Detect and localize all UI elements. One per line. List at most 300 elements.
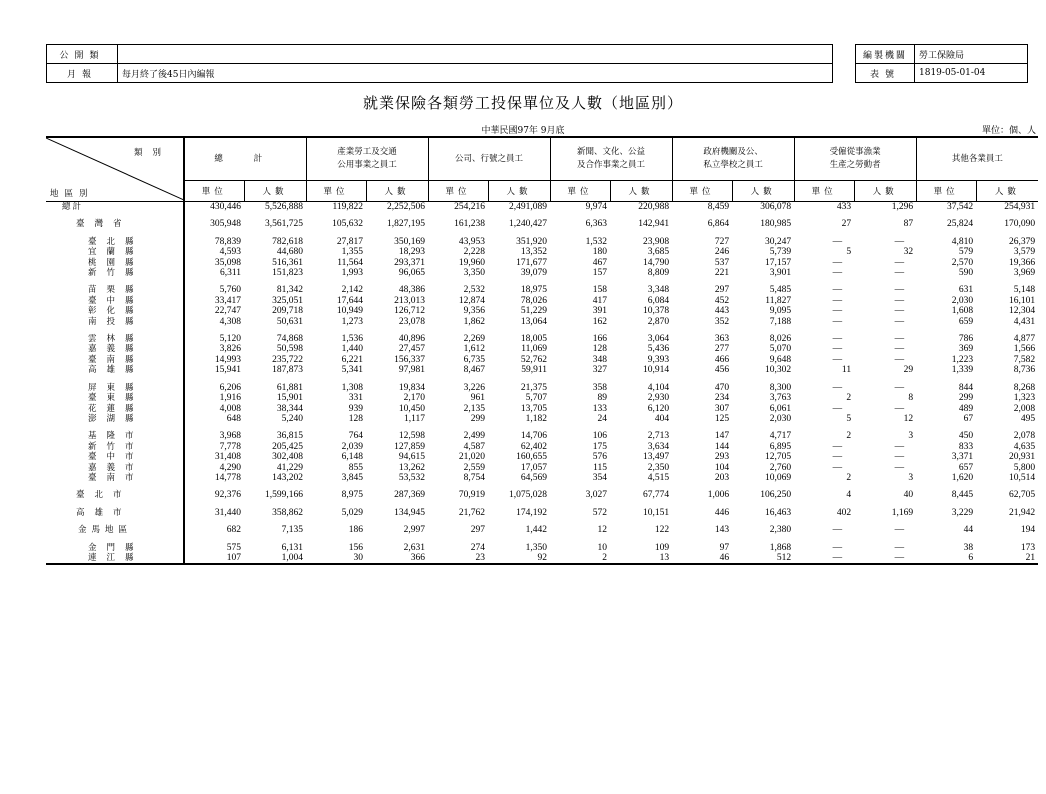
table-cell: — — [832, 403, 843, 414]
row-label: 嘉義市 — [46, 463, 184, 473]
table-cell: 3,845 — [341, 472, 364, 483]
table-cell: — — [894, 295, 905, 306]
table-cell: 6,895 — [769, 441, 792, 452]
table-cell: — — [894, 257, 905, 268]
table-cell: 9,356 — [463, 306, 486, 317]
table-cell: 74,868 — [276, 334, 304, 345]
table-cell: 939 — [348, 403, 364, 414]
table-cell: 659 — [958, 316, 974, 327]
table-cell: 404 — [654, 413, 670, 424]
table-cell: 156 — [348, 542, 364, 553]
table-cell: — — [832, 316, 843, 327]
sub-header-units: 單位 — [428, 181, 488, 202]
table-cell: 1,566 — [1013, 344, 1036, 355]
table-cell: 1,536 — [341, 334, 364, 345]
group-header-2: 公司、行號之員工 — [428, 137, 550, 181]
table-cell: 1,323 — [1013, 393, 1036, 404]
table-cell: 2 — [846, 393, 852, 404]
table-cell: 443 — [714, 306, 730, 317]
table-cell: 81,342 — [276, 285, 304, 296]
table-cell: 352 — [714, 316, 730, 327]
table-cell: 302,408 — [272, 452, 304, 463]
table-cell: 3,226 — [463, 382, 486, 393]
table-cell: 24 — [597, 413, 608, 424]
table-cell: 2,713 — [647, 431, 670, 442]
table-cell: 1,182 — [525, 413, 548, 424]
table-cell: 2,269 — [463, 334, 486, 345]
table-cell: 277 — [714, 344, 730, 355]
table-cell: — — [894, 306, 905, 317]
row-label: 宜蘭縣 — [46, 247, 184, 257]
table-cell: 92,376 — [214, 490, 241, 501]
sub-header-units: 單位 — [306, 181, 366, 202]
row-label: 臺中縣 — [46, 296, 184, 306]
table-cell: 6,221 — [341, 354, 364, 365]
row-label: 嘉義縣 — [46, 344, 184, 354]
table-cell: 8,975 — [341, 490, 364, 501]
sub-header-units: 單位 — [916, 181, 976, 202]
table-cell: 125 — [714, 413, 730, 424]
table-cell: 325,051 — [272, 295, 304, 306]
corner-label-area: 地區別 — [50, 189, 94, 199]
table-cell: 844 — [958, 382, 974, 393]
row-label: 澎湖縣 — [46, 414, 184, 424]
table-cell: — — [894, 542, 905, 553]
table-cell: 50,631 — [276, 316, 304, 327]
meta-value-schedule: 每月終了後45日內編報 — [118, 64, 833, 83]
table-cell: 12,304 — [1008, 306, 1036, 317]
table-cell: — — [832, 268, 843, 279]
table-cell: 2,228 — [463, 247, 486, 258]
table-cell: 31,440 — [214, 507, 241, 518]
table-cell: 106,250 — [760, 490, 792, 501]
row-label: 屏東縣 — [46, 376, 184, 393]
sub-header-people: 人數 — [854, 181, 916, 202]
table-cell: 2,491,089 — [509, 202, 548, 212]
table-cell: 575 — [226, 542, 241, 553]
table-cell: 16,101 — [1008, 295, 1036, 306]
table-cell: 162 — [592, 316, 608, 327]
table-cell: 151,823 — [272, 268, 304, 279]
table-row — [46, 404, 1038, 414]
table-cell: 5,760 — [219, 285, 241, 296]
table-cell: 512 — [732, 553, 794, 564]
table-cell: 2,030 — [769, 413, 792, 424]
table-row — [46, 414, 1038, 424]
table-cell: 450 — [958, 431, 974, 442]
table-row — [46, 483, 1038, 500]
table-cell: 17,157 — [764, 257, 792, 268]
table-cell: 5,526,888 — [265, 202, 304, 212]
table-cell: 13,352 — [520, 247, 548, 258]
table-cell: 10,302 — [764, 365, 792, 376]
table-cell: 4,593 — [219, 247, 241, 258]
table-cell: — — [832, 354, 843, 365]
table-row — [46, 365, 1038, 375]
table-cell: 194 — [1020, 525, 1036, 536]
table-cell: 3,229 — [951, 507, 974, 518]
table-cell: 1,862 — [463, 316, 486, 327]
table-cell: 2 — [846, 472, 852, 483]
table-cell: 40,896 — [398, 334, 426, 345]
table-cell: 5,707 — [525, 393, 548, 404]
table-cell: 631 — [958, 285, 974, 296]
table-cell: — — [894, 354, 905, 365]
table-cell: 1,442 — [525, 525, 548, 536]
table-cell: 6,363 — [585, 219, 608, 230]
table-cell: 78,839 — [214, 236, 241, 247]
table-cell: 128 — [348, 413, 364, 424]
table-cell: 6,084 — [647, 295, 670, 306]
table-cell: 170,090 — [1004, 219, 1036, 230]
row-label: 基隆市 — [46, 424, 184, 441]
table-cell: 174,192 — [516, 507, 548, 518]
table-cell: 31,408 — [214, 452, 241, 463]
table-cell: 27 — [841, 219, 852, 230]
table-cell: 39,079 — [520, 268, 548, 279]
table-cell: 94,615 — [398, 452, 426, 463]
table-cell: 5,485 — [769, 285, 792, 296]
table-cell: 106 — [592, 431, 608, 442]
table-cell: 30 — [306, 553, 366, 564]
table-cell: 4,308 — [219, 316, 241, 327]
table-cell: 213,013 — [394, 295, 426, 306]
table-cell: 220,988 — [638, 202, 670, 212]
table-cell: 147 — [714, 431, 730, 442]
table-cell: 26,379 — [1008, 236, 1036, 247]
table-cell: 293 — [714, 452, 730, 463]
row-label: 金馬地區 — [46, 518, 184, 535]
table-cell: 391 — [592, 306, 608, 317]
table-cell: 27,457 — [398, 344, 426, 355]
table-cell: 13,497 — [642, 452, 670, 463]
row-label: 臺中市 — [46, 452, 184, 462]
table-cell: 369 — [958, 344, 974, 355]
table-cell: 166 — [592, 334, 608, 345]
table-cell: 15,901 — [276, 393, 304, 404]
table-cell: — — [832, 462, 843, 473]
table-cell: — — [832, 295, 843, 306]
table-cell: 8,445 — [951, 490, 974, 501]
table-cell: 4,717 — [769, 431, 792, 442]
table-cell: 2,499 — [463, 431, 486, 442]
report-meta-right — [855, 44, 1028, 83]
table-cell: 173 — [1020, 542, 1036, 553]
group-header-row — [46, 137, 1038, 181]
table-cell: 297 — [470, 525, 486, 536]
table-row — [46, 258, 1038, 268]
table-cell: 363 — [714, 334, 730, 345]
table-cell: 3,685 — [647, 247, 670, 258]
row-label: 臺北縣 — [46, 230, 184, 247]
table-cell: 3,763 — [769, 393, 792, 404]
table-cell: 105,632 — [332, 219, 364, 230]
table-cell: 144 — [714, 441, 730, 452]
table-cell: 134,945 — [394, 507, 426, 518]
table-cell: 16,463 — [764, 507, 792, 518]
table-cell: — — [832, 257, 843, 268]
table-cell: 590 — [958, 268, 974, 279]
table-cell: 1,916 — [219, 393, 241, 404]
table-row — [46, 230, 1038, 247]
table-cell: 456 — [714, 365, 730, 376]
table-cell: — — [832, 236, 843, 247]
table-cell: 205,425 — [272, 441, 304, 452]
table-cell: — — [894, 334, 905, 345]
table-cell: 3,561,725 — [265, 219, 304, 230]
table-cell: 576 — [592, 452, 608, 463]
table-row — [46, 296, 1038, 306]
table-row — [46, 376, 1038, 393]
table-cell: 1,440 — [341, 344, 364, 355]
table-cell: 221 — [714, 268, 730, 279]
table-cell: 97,981 — [398, 365, 426, 376]
table-cell: 433 — [836, 202, 852, 212]
table-cell: — — [894, 462, 905, 473]
table-cell: 10,514 — [1008, 472, 1036, 483]
table-cell: 4,877 — [1013, 334, 1036, 345]
table-cell: 9,974 — [585, 202, 608, 212]
table-cell: 4 — [846, 490, 852, 501]
table-cell: — — [832, 525, 843, 536]
table-cell: 14,706 — [520, 431, 548, 442]
table-cell: 299 — [470, 413, 486, 424]
table-cell: 305,948 — [210, 219, 241, 230]
table-cell: 12 — [903, 413, 914, 424]
table-cell: 44,680 — [276, 247, 304, 258]
table-cell: 6,061 — [769, 403, 792, 414]
table-cell: 180 — [592, 247, 608, 258]
table-cell: 495 — [1020, 413, 1036, 424]
row-label: 花蓮縣 — [46, 404, 184, 414]
table-cell: 2 — [550, 553, 610, 564]
table-cell: 366 — [366, 553, 428, 564]
table-cell: 87 — [903, 219, 914, 230]
table-cell: 64,569 — [520, 472, 548, 483]
table-cell: 287,369 — [394, 490, 426, 501]
table-cell: 6,120 — [647, 403, 670, 414]
table-cell: 1,308 — [341, 382, 364, 393]
table-cell: 358 — [592, 382, 608, 393]
table-cell: 8,736 — [1013, 365, 1036, 376]
table-cell: 2,030 — [951, 295, 974, 306]
table-cell: 12,874 — [458, 295, 486, 306]
table-cell: 833 — [958, 441, 974, 452]
table-cell: 6,864 — [707, 219, 730, 230]
table-cell: 5 — [846, 247, 852, 258]
table-cell: 2,532 — [463, 285, 486, 296]
table-cell: 2,930 — [647, 393, 670, 404]
table-cell: 246 — [714, 247, 730, 258]
table-row — [46, 327, 1038, 344]
table-cell: 8,300 — [769, 382, 792, 393]
table-cell: 128 — [592, 344, 608, 355]
table-cell: 2,997 — [403, 525, 426, 536]
table-cell: 23,078 — [398, 316, 426, 327]
table-cell: 2,135 — [463, 403, 486, 414]
table-cell: 180,985 — [760, 219, 792, 230]
sub-header-units: 單位 — [672, 181, 732, 202]
table-cell: 143 — [714, 525, 730, 536]
table-cell: — — [894, 316, 905, 327]
table-cell: 30,247 — [764, 236, 792, 247]
group-header-6: 其他各業員工 — [916, 137, 1038, 181]
table-cell: 3,027 — [585, 490, 608, 501]
table-row — [46, 536, 1038, 553]
table-cell: 6,311 — [219, 268, 241, 279]
table-cell: 46 — [672, 553, 732, 564]
meta-value-table-no: 1819-05-01-04 — [915, 64, 1028, 83]
table-row — [46, 393, 1038, 403]
table-cell: 6,131 — [281, 542, 304, 553]
table-cell: 70,919 — [458, 490, 486, 501]
table-cell: 18,005 — [520, 334, 548, 345]
table-cell: 4,008 — [219, 403, 241, 414]
table-cell: 89 — [597, 393, 608, 404]
unit-note: 單位：個、人 — [981, 126, 1036, 136]
table-cell: 9,095 — [769, 306, 792, 317]
table-cell: 1,117 — [404, 413, 426, 424]
table-cell: 14,790 — [642, 257, 670, 268]
table-cell: 1,240,427 — [509, 219, 548, 230]
corner-header — [46, 137, 184, 202]
row-label: 總計 — [46, 202, 184, 213]
table-cell: 2,350 — [647, 462, 670, 473]
table-cell: 354 — [592, 472, 608, 483]
table-cell: 5,029 — [341, 507, 364, 518]
table-cell: 21 — [976, 553, 1038, 564]
table-cell: 23 — [428, 553, 488, 564]
table-cell: 10,450 — [398, 403, 426, 414]
table-cell: 4,290 — [219, 462, 241, 473]
table-cell: 19,960 — [458, 257, 486, 268]
row-label: 新竹縣 — [46, 268, 184, 278]
meta-label-category: 公開類 — [47, 45, 118, 64]
meta-value-agency: 勞工保險局 — [915, 45, 1028, 64]
row-label: 南投縣 — [46, 317, 184, 327]
group-header-1: 產業勞工及交通 公用事業之員工 — [306, 137, 428, 181]
table-cell: 160,655 — [516, 452, 548, 463]
table-cell: 1,620 — [951, 472, 974, 483]
table-cell: 203 — [714, 472, 730, 483]
table-row — [46, 212, 1038, 229]
statistics-table — [46, 136, 1038, 565]
table-cell: 2,252,506 — [387, 202, 426, 212]
table-cell: 2,570 — [951, 257, 974, 268]
table-cell: 11,069 — [521, 344, 548, 355]
table-cell: 348 — [592, 354, 608, 365]
table-cell: 52,762 — [520, 354, 548, 365]
table-cell: 126,712 — [394, 306, 426, 317]
table-cell: 92 — [488, 553, 550, 564]
table-cell: 537 — [714, 257, 730, 268]
report-period: 中華民國97年 9月底 — [481, 126, 565, 136]
table-cell: 657 — [958, 462, 974, 473]
table-cell: 19,366 — [1008, 257, 1036, 268]
table-cell: 8,467 — [463, 365, 486, 376]
table-row — [46, 306, 1038, 316]
table-body — [46, 202, 1038, 565]
table-cell: 3,350 — [463, 268, 486, 279]
table-cell: 1,339 — [951, 365, 974, 376]
table-row — [46, 202, 1038, 213]
table-cell: 648 — [226, 413, 241, 424]
table-cell: 156,337 — [394, 354, 426, 365]
table-cell: 21,942 — [1008, 507, 1036, 518]
sub-header-units: 單位 — [550, 181, 610, 202]
table-cell: 430,446 — [210, 202, 241, 212]
table-cell: 489 — [958, 403, 974, 414]
table-cell: 466 — [714, 354, 730, 365]
table-cell: 2 — [846, 431, 852, 442]
table-cell: 254,931 — [1004, 202, 1036, 212]
table-cell: 3,371 — [951, 452, 974, 463]
table-cell: — — [832, 334, 843, 345]
table-cell: 44 — [963, 525, 974, 536]
table-cell: 27,817 — [336, 236, 364, 247]
table-cell: 119,822 — [332, 202, 364, 212]
table-cell: 4,587 — [463, 441, 486, 452]
table-row — [46, 317, 1038, 327]
table-cell: 6,206 — [219, 382, 241, 393]
table-cell: 467 — [592, 257, 608, 268]
sub-header-people: 人數 — [976, 181, 1038, 202]
row-label: 連江縣 — [46, 553, 184, 564]
table-cell: 20,931 — [1008, 452, 1036, 463]
table-cell: 17,057 — [520, 462, 548, 473]
table-cell: 2,380 — [769, 525, 792, 536]
sub-header-row — [46, 181, 1038, 202]
table-cell: 11,827 — [765, 295, 792, 306]
table-cell: 470 — [714, 382, 730, 393]
table-cell: 187,873 — [272, 365, 304, 376]
table-cell: 161,238 — [454, 219, 486, 230]
table-cell: 175 — [592, 441, 608, 452]
table-cell: — — [832, 382, 843, 393]
table-cell: 782,618 — [272, 236, 304, 247]
table-cell: 516,361 — [272, 257, 304, 268]
table-cell: 3,579 — [1013, 247, 1036, 258]
table-row — [46, 452, 1038, 462]
table-cell: 53,532 — [398, 472, 426, 483]
table-cell: 5,070 — [769, 344, 792, 355]
sub-header-people: 人數 — [366, 181, 428, 202]
group-header-3: 新聞、文化、公益 及合作事業之員工 — [550, 137, 672, 181]
table-cell: 1,532 — [585, 236, 608, 247]
table-cell: — — [894, 344, 905, 355]
table-cell: 8,026 — [769, 334, 792, 345]
table-cell: 306,078 — [760, 202, 792, 212]
table-cell: 17,644 — [336, 295, 364, 306]
table-cell: 22,747 — [214, 306, 241, 317]
table-cell: 235,722 — [272, 354, 304, 365]
table-row — [46, 344, 1038, 354]
table-cell: 127,859 — [394, 441, 426, 452]
table-cell: 682 — [226, 525, 241, 536]
table-cell: 13,262 — [398, 462, 426, 473]
table-cell: 8,809 — [647, 268, 670, 279]
table-cell: 3,969 — [1013, 268, 1036, 279]
table-cell: 307 — [714, 403, 730, 414]
table-cell: — — [894, 441, 905, 452]
table-row — [46, 463, 1038, 473]
table-cell: 417 — [592, 295, 608, 306]
table-cell: 32 — [903, 247, 914, 258]
report-meta-left — [46, 44, 833, 83]
table-cell: 1,273 — [341, 316, 364, 327]
table-cell: 7,582 — [1013, 354, 1036, 365]
table-row — [46, 268, 1038, 278]
